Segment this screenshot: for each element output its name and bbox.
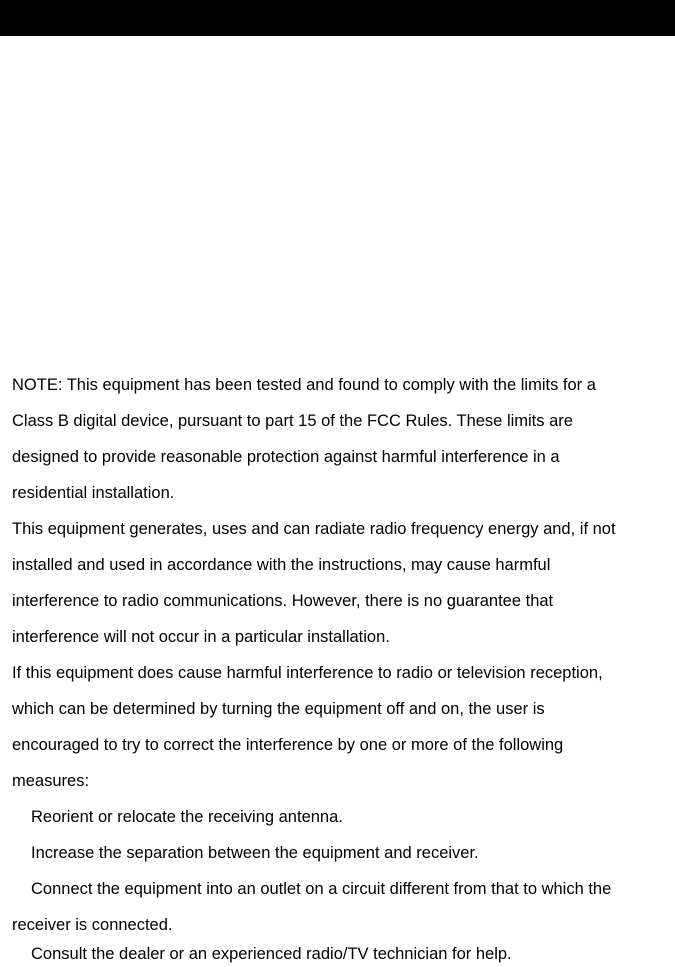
header-bar [0,0,675,36]
measure-item: Connect the equipment into an outlet on a circuit different from that to which the [31,880,612,898]
notice-line: If this equipment does cause harmful interference to radio or television reception, [12,664,603,682]
measure-item: Reorient or relocate the receiving antenna. [31,808,343,826]
notice-line: encouraged to try to correct the interference by one or more of the following [12,736,564,754]
measure-item-continuation: receiver is connected. [12,916,173,934]
fcc-notice [0,367,675,967]
notice-line: interference will not occur in a particular installation. [12,628,390,646]
notice-line: interference to radio communications. However, there is no guarantee that [12,592,554,610]
notice-line: residential installation. [12,484,175,502]
notice-line: which can be determined by turning the equipment off and on, the user is [12,700,545,718]
notice-line: This equipment generates, uses and can radiate radio frequency energy and, if not [12,520,616,538]
notice-line: measures: [12,772,90,790]
notice-line: designed to provide reasonable protection against harmful interference in a [12,448,560,466]
notice-line: Class B digital device, pursuant to part 15 of the FCC Rules. These limits are [12,412,573,430]
notice-line: installed and used in accordance with the instructions, may cause harmful [12,556,551,574]
measure-item: Consult the dealer or an experienced radio/TV technician for help. [31,945,512,963]
measure-item: Increase the separation between the equipment and receiver. [31,844,479,862]
notice-line: NOTE: This equipment has been tested and found to comply with the limits for a [12,376,596,394]
